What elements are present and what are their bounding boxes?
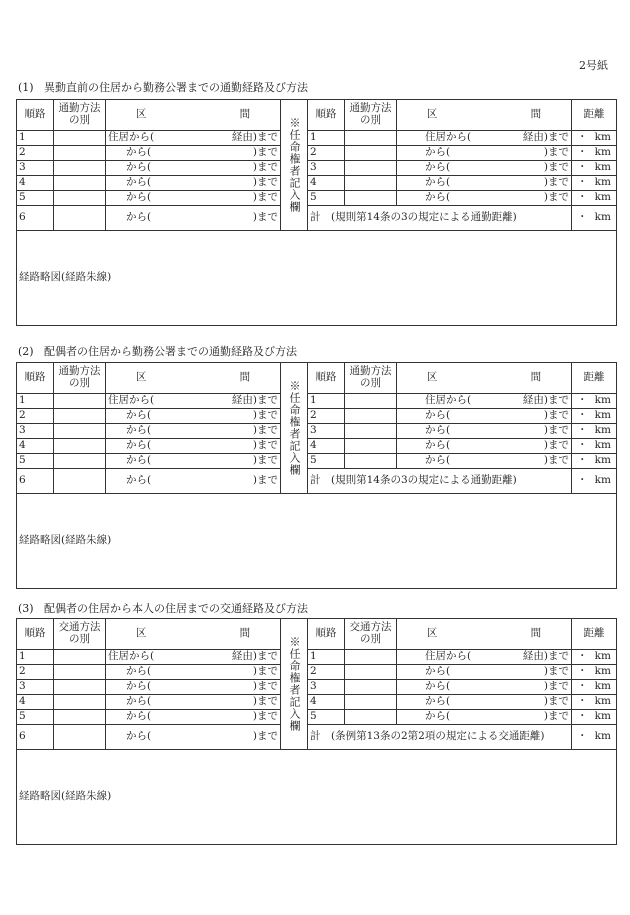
route-map-label: 経路略図(経路朱線) <box>19 534 112 547</box>
section-header: 区 間 <box>397 619 572 650</box>
route-number: 2 <box>308 409 345 424</box>
route-row <box>17 131 617 146</box>
route-number: 2 <box>17 409 54 424</box>
to-label: )まで <box>252 695 278 708</box>
from-label: から( <box>126 176 152 189</box>
to-label: )まで <box>543 191 569 204</box>
section-cell[interactable] <box>106 161 281 176</box>
section-cell[interactable] <box>106 206 281 231</box>
method-cell[interactable] <box>345 424 397 439</box>
route-row <box>17 454 617 469</box>
distance-cell[interactable] <box>572 161 617 176</box>
distance-cell[interactable] <box>572 191 617 206</box>
section-cell[interactable] <box>397 710 572 725</box>
route-row <box>17 206 617 231</box>
route-row <box>17 176 617 191</box>
section-cell[interactable] <box>106 695 281 710</box>
method-cell[interactable] <box>345 394 397 409</box>
distance-cell[interactable] <box>572 206 617 231</box>
distance-cell[interactable] <box>572 146 617 161</box>
distance-cell[interactable] <box>572 665 617 680</box>
section-cell[interactable] <box>397 665 572 680</box>
method-cell[interactable] <box>54 191 106 206</box>
distance-unit: km <box>594 730 611 743</box>
route-number: 1 <box>308 131 345 146</box>
from-label: から( <box>126 680 152 693</box>
section-number: (1) <box>18 81 34 94</box>
section-cell[interactable] <box>397 161 572 176</box>
route-number: 6 <box>17 206 54 231</box>
via-label: 経由)まで <box>231 650 278 663</box>
section-header: 区 間 <box>397 363 572 394</box>
route-number: 1 <box>308 650 345 665</box>
section-cell[interactable] <box>397 394 572 409</box>
to-label: )まで <box>543 665 569 678</box>
method-cell[interactable] <box>345 695 397 710</box>
section-title: 配偶者の住居から勤務公署までの通勤経路及び方法 <box>44 345 297 358</box>
total-distance-label: 計 (条例第13条の2第2項の規定による交通距離) <box>308 725 572 750</box>
from-label: から( <box>126 409 152 422</box>
distance-unit: km <box>594 710 611 723</box>
from-residence-label: 住居から( <box>108 131 155 144</box>
via-label: 経由)まで <box>231 131 278 144</box>
to-label: )まで <box>543 409 569 422</box>
route-number: 1 <box>17 394 54 409</box>
route-row <box>17 725 617 750</box>
section-cell[interactable] <box>106 394 281 409</box>
section-cell[interactable] <box>397 680 572 695</box>
distance-cell[interactable] <box>572 176 617 191</box>
to-label: )まで <box>252 211 278 224</box>
method-header: 通勤方法の別 <box>54 363 106 394</box>
appointer-mark-label: ※任命権者記入欄 <box>288 117 302 213</box>
distance-header: 距離 <box>572 100 617 131</box>
section-header: 区 間 <box>106 100 281 131</box>
section-cell[interactable] <box>397 131 572 146</box>
distance-dot: ・ <box>577 730 588 743</box>
section-cell[interactable] <box>106 176 281 191</box>
distance-dot: ・ <box>577 665 588 678</box>
route-row <box>17 191 617 206</box>
distance-unit: km <box>594 211 611 224</box>
section-cell[interactable] <box>397 695 572 710</box>
distance-unit: km <box>594 454 611 467</box>
route-number: 5 <box>17 710 54 725</box>
section-cell[interactable] <box>106 710 281 725</box>
method-cell[interactable] <box>345 191 397 206</box>
route-number: 5 <box>308 191 345 206</box>
section-cell[interactable] <box>397 191 572 206</box>
distance-dot: ・ <box>577 650 588 663</box>
method-cell[interactable] <box>54 665 106 680</box>
to-label: )まで <box>543 439 569 452</box>
section-cell[interactable] <box>106 439 281 454</box>
route-number: 3 <box>17 161 54 176</box>
distance-cell[interactable] <box>572 131 617 146</box>
method-cell[interactable] <box>345 665 397 680</box>
to-label: )まで <box>543 176 569 189</box>
to-label: )まで <box>252 409 278 422</box>
via-label: 経由)まで <box>231 394 278 407</box>
route-number: 1 <box>17 650 54 665</box>
from-residence-label: 住居から( <box>108 394 155 407</box>
section-cell[interactable] <box>106 725 281 750</box>
distance-dot: ・ <box>577 710 588 723</box>
distance-header: 距離 <box>572 619 617 650</box>
method-cell[interactable] <box>345 650 397 665</box>
route-table <box>16 99 617 326</box>
method-cell[interactable] <box>345 161 397 176</box>
section-header: 区 間 <box>106 363 281 394</box>
route-number: 5 <box>308 710 345 725</box>
method-cell[interactable] <box>54 439 106 454</box>
appointer-mark-label: ※任命権者記入欄 <box>288 636 302 732</box>
route-number: 3 <box>308 680 345 695</box>
from-residence-label: 住居から( <box>425 650 472 663</box>
to-label: )まで <box>252 439 278 452</box>
method-cell[interactable] <box>54 146 106 161</box>
section-cell[interactable] <box>397 454 572 469</box>
from-label: から( <box>425 680 451 693</box>
distance-cell[interactable] <box>572 710 617 725</box>
method-cell[interactable] <box>54 650 106 665</box>
appointer-mark-column <box>281 100 308 231</box>
section-number: (3) <box>18 602 34 615</box>
to-label: )まで <box>543 680 569 693</box>
distance-unit: km <box>594 680 611 693</box>
section-cell[interactable] <box>397 439 572 454</box>
to-label: )まで <box>543 424 569 437</box>
from-label: から( <box>126 191 152 204</box>
section-cell[interactable] <box>106 146 281 161</box>
distance-dot: ・ <box>577 161 588 174</box>
distance-unit: km <box>594 424 611 437</box>
distance-cell[interactable] <box>572 695 617 710</box>
method-cell[interactable] <box>54 394 106 409</box>
method-cell[interactable] <box>345 454 397 469</box>
section-cell[interactable] <box>397 424 572 439</box>
distance-unit: km <box>594 409 611 422</box>
from-label: から( <box>425 665 451 678</box>
method-cell[interactable] <box>54 206 106 231</box>
route-row <box>17 439 617 454</box>
route-number: 6 <box>17 725 54 750</box>
route-row <box>17 146 617 161</box>
section-heading <box>18 600 308 616</box>
method-cell[interactable] <box>345 176 397 191</box>
route-number: 4 <box>308 176 345 191</box>
distance-unit: km <box>594 665 611 678</box>
from-label: から( <box>425 454 451 467</box>
from-label: から( <box>126 665 152 678</box>
distance-dot: ・ <box>577 680 588 693</box>
route-header: 順路 <box>17 100 54 131</box>
section-cell[interactable] <box>106 650 281 665</box>
distance-cell[interactable] <box>572 439 617 454</box>
route-number: 4 <box>17 439 54 454</box>
to-label: )まで <box>252 665 278 678</box>
method-cell[interactable] <box>345 409 397 424</box>
route-number: 2 <box>17 665 54 680</box>
distance-dot: ・ <box>577 424 588 437</box>
route-map-label: 経路略図(経路朱線) <box>19 790 112 803</box>
distance-dot: ・ <box>577 454 588 467</box>
section-cell[interactable] <box>106 191 281 206</box>
distance-unit: km <box>594 650 611 663</box>
route-map-area[interactable] <box>17 750 617 845</box>
distance-cell[interactable] <box>572 394 617 409</box>
to-label: )まで <box>543 710 569 723</box>
method-cell[interactable] <box>54 725 106 750</box>
distance-cell[interactable] <box>572 725 617 750</box>
section-cell[interactable] <box>397 176 572 191</box>
method-cell[interactable] <box>54 680 106 695</box>
method-cell[interactable] <box>345 439 397 454</box>
route-table <box>16 618 617 845</box>
route-number: 1 <box>308 394 345 409</box>
distance-unit: km <box>594 191 611 204</box>
route-number: 3 <box>17 424 54 439</box>
method-header: 通勤方法の別 <box>345 100 397 131</box>
route-number: 3 <box>308 161 345 176</box>
total-distance-label: 計 (規則第14条の3の規定による通勤距離) <box>308 469 572 494</box>
section-cell[interactable] <box>106 469 281 494</box>
route-number: 5 <box>17 454 54 469</box>
to-label: )まで <box>252 191 278 204</box>
route-number: 4 <box>17 176 54 191</box>
via-label: 経由)まで <box>522 131 569 144</box>
route-table <box>16 362 617 589</box>
from-label: から( <box>425 176 451 189</box>
from-label: から( <box>425 146 451 159</box>
via-label: 経由)まで <box>522 650 569 663</box>
section-cell[interactable] <box>397 409 572 424</box>
appointer-mark-column <box>281 619 308 750</box>
distance-dot: ・ <box>577 131 588 144</box>
section-cell[interactable] <box>106 424 281 439</box>
distance-dot: ・ <box>577 439 588 452</box>
route-number: 4 <box>17 695 54 710</box>
section-number: (2) <box>18 345 34 358</box>
distance-cell[interactable] <box>572 650 617 665</box>
from-label: から( <box>425 161 451 174</box>
distance-dot: ・ <box>577 211 588 224</box>
section-heading <box>18 343 297 359</box>
route-map-area[interactable] <box>17 231 617 326</box>
appointer-mark-column <box>281 363 308 494</box>
section-cell[interactable] <box>106 131 281 146</box>
route-row <box>17 469 617 494</box>
from-residence-label: 住居から( <box>425 394 472 407</box>
route-header: 順路 <box>308 363 345 394</box>
method-cell[interactable] <box>54 409 106 424</box>
distance-unit: km <box>594 161 611 174</box>
route-number: 5 <box>17 191 54 206</box>
method-cell[interactable] <box>54 161 106 176</box>
route-row <box>17 650 617 665</box>
from-label: から( <box>126 730 152 743</box>
method-cell[interactable] <box>54 710 106 725</box>
method-header: 通勤方法の別 <box>54 100 106 131</box>
route-row <box>17 424 617 439</box>
distance-unit: km <box>594 474 611 487</box>
section-heading <box>18 79 308 95</box>
method-cell[interactable] <box>54 176 106 191</box>
route-map-label: 経路略図(経路朱線) <box>19 271 112 284</box>
to-label: )まで <box>543 454 569 467</box>
from-label: から( <box>425 710 451 723</box>
from-label: から( <box>126 161 152 174</box>
route-number: 2 <box>17 146 54 161</box>
from-label: から( <box>126 424 152 437</box>
from-label: から( <box>425 695 451 708</box>
method-cell[interactable] <box>54 424 106 439</box>
method-cell[interactable] <box>54 695 106 710</box>
method-header: 通勤方法の別 <box>345 363 397 394</box>
to-label: )まで <box>252 176 278 189</box>
distance-dot: ・ <box>577 191 588 204</box>
to-label: )まで <box>252 161 278 174</box>
route-row <box>17 409 617 424</box>
from-label: から( <box>126 710 152 723</box>
distance-unit: km <box>594 176 611 189</box>
section-title: 配偶者の住居から本人の住居までの交通経路及び方法 <box>44 602 308 615</box>
route-number: 2 <box>308 665 345 680</box>
method-cell[interactable] <box>54 131 106 146</box>
route-row <box>17 394 617 409</box>
method-cell[interactable] <box>54 469 106 494</box>
from-residence-label: 住居から( <box>108 650 155 663</box>
distance-cell[interactable] <box>572 424 617 439</box>
section-title: 異動直前の住居から勤務公署までの通勤経路及び方法 <box>44 81 308 94</box>
from-label: から( <box>126 454 152 467</box>
from-label: から( <box>425 409 451 422</box>
method-cell[interactable] <box>345 680 397 695</box>
distance-cell[interactable] <box>572 680 617 695</box>
route-row <box>17 710 617 725</box>
distance-unit: km <box>594 131 611 144</box>
method-cell[interactable] <box>345 710 397 725</box>
form-number: 2号紙 <box>579 59 608 72</box>
to-label: )まで <box>543 695 569 708</box>
distance-dot: ・ <box>577 695 588 708</box>
distance-unit: km <box>594 146 611 159</box>
distance-dot: ・ <box>577 394 588 407</box>
distance-unit: km <box>594 439 611 452</box>
route-number: 1 <box>17 131 54 146</box>
section-cell[interactable] <box>106 680 281 695</box>
route-number: 5 <box>308 454 345 469</box>
method-cell[interactable] <box>345 146 397 161</box>
section-cell[interactable] <box>397 650 572 665</box>
distance-unit: km <box>594 394 611 407</box>
from-residence-label: 住居から( <box>425 131 472 144</box>
distance-dot: ・ <box>577 176 588 189</box>
distance-dot: ・ <box>577 146 588 159</box>
to-label: )まで <box>252 710 278 723</box>
route-number: 3 <box>308 424 345 439</box>
section-header: 区 間 <box>397 100 572 131</box>
route-header: 順路 <box>308 100 345 131</box>
from-label: から( <box>425 439 451 452</box>
via-label: 経由)まで <box>522 394 569 407</box>
method-cell[interactable] <box>54 454 106 469</box>
route-number: 4 <box>308 695 345 710</box>
to-label: )まで <box>252 424 278 437</box>
from-label: から( <box>425 191 451 204</box>
to-label: )まで <box>252 680 278 693</box>
appointer-mark-label: ※任命権者記入欄 <box>288 380 302 476</box>
section-header: 区 間 <box>106 619 281 650</box>
route-number: 6 <box>17 469 54 494</box>
route-number: 2 <box>308 146 345 161</box>
section-cell[interactable] <box>106 665 281 680</box>
route-header: 順路 <box>17 619 54 650</box>
route-header: 順路 <box>308 619 345 650</box>
to-label: )まで <box>252 146 278 159</box>
to-label: )まで <box>252 454 278 467</box>
distance-dot: ・ <box>577 409 588 422</box>
route-row <box>17 161 617 176</box>
distance-cell[interactable] <box>572 454 617 469</box>
route-number: 4 <box>308 439 345 454</box>
from-label: から( <box>425 424 451 437</box>
route-row <box>17 665 617 680</box>
from-label: から( <box>126 146 152 159</box>
section-cell[interactable] <box>397 146 572 161</box>
route-header: 順路 <box>17 363 54 394</box>
from-label: から( <box>126 211 152 224</box>
method-header: 交通方法の別 <box>345 619 397 650</box>
total-distance-label: 計 (規則第14条の3の規定による通勤距離) <box>308 206 572 231</box>
distance-cell[interactable] <box>572 469 617 494</box>
to-label: )まで <box>252 474 278 487</box>
section-cell[interactable] <box>106 454 281 469</box>
distance-header: 距離 <box>572 363 617 394</box>
route-map-area[interactable] <box>17 494 617 589</box>
to-label: )まで <box>543 146 569 159</box>
from-label: から( <box>126 439 152 452</box>
distance-unit: km <box>594 695 611 708</box>
route-number: 3 <box>17 680 54 695</box>
from-label: から( <box>126 695 152 708</box>
to-label: )まで <box>543 161 569 174</box>
route-row <box>17 695 617 710</box>
method-cell[interactable] <box>345 131 397 146</box>
distance-dot: ・ <box>577 474 588 487</box>
method-header: 交通方法の別 <box>54 619 106 650</box>
to-label: )まで <box>252 730 278 743</box>
route-row <box>17 680 617 695</box>
distance-cell[interactable] <box>572 409 617 424</box>
from-label: から( <box>126 474 152 487</box>
section-cell[interactable] <box>106 409 281 424</box>
